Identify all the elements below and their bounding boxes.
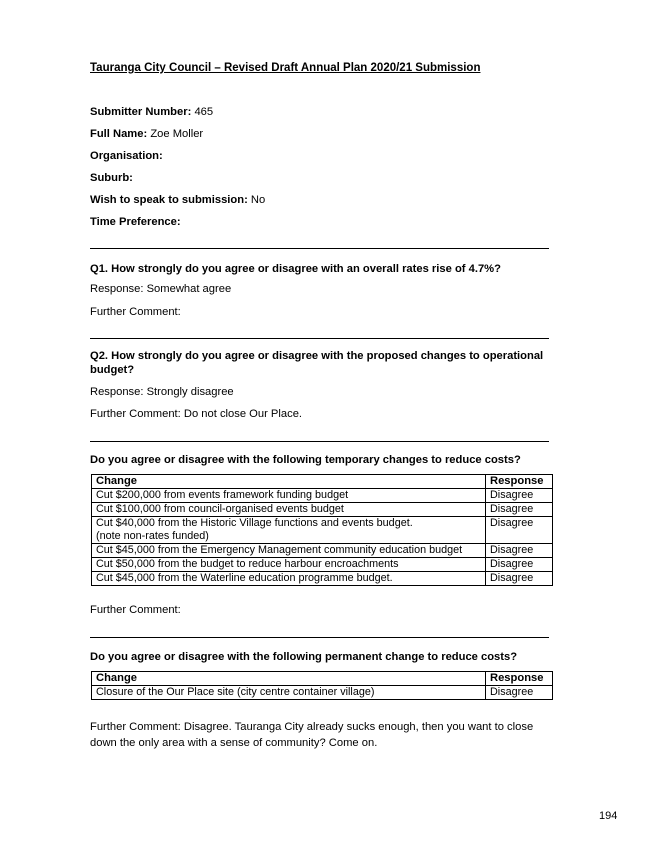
document-title: Tauranga City Council – Revised Draft Annual Plan 2020/21 Submission <box>90 62 481 74</box>
change-cell: Closure of the Our Place site (city centre container village) <box>92 686 486 700</box>
temporary-changes-table <box>91 474 553 586</box>
permanent-change-table <box>91 671 553 700</box>
change-cell: Cut $50,000 from the budget to reduce harbour encroachments <box>92 558 486 572</box>
field-label: Suburb: <box>90 172 133 184</box>
table-row <box>92 517 553 544</box>
permanent-question: Do you agree or disagree with the following permanent change to reduce costs? <box>90 651 518 663</box>
change-cell: Cut $45,000 from the Waterline education programme budget. <box>92 572 486 586</box>
q1-comment: Further Comment: <box>90 306 181 318</box>
field-value: No <box>250 194 266 206</box>
response-cell: Disagree <box>486 517 553 544</box>
field-full-name <box>90 128 203 140</box>
divider <box>90 248 549 249</box>
permanent-comment: Further Comment: Disagree. Tauranga City already sucks enough, then you want to close down the only area with a sense of community? Come on. <box>90 721 534 749</box>
response-cell: Disagree <box>486 686 553 700</box>
field-value: 465 <box>194 106 214 118</box>
change-cell <box>92 517 486 544</box>
table-row <box>92 558 553 572</box>
table-header-row <box>92 672 553 686</box>
field-label: Wish to speak to submission: <box>90 194 248 206</box>
q1-response: Response: Somewhat agree <box>90 283 232 295</box>
divider <box>90 441 549 442</box>
column-header-response: Response <box>486 672 553 686</box>
divider <box>90 637 549 638</box>
change-text: Cut $40,000 from the Historic Village functions and events budget. <box>96 517 413 529</box>
response-cell: Disagree <box>486 558 553 572</box>
q2-response: Response: Strongly disagree <box>90 386 234 398</box>
field-suburb <box>90 172 133 184</box>
field-submitter-number <box>90 106 213 118</box>
change-cell: Cut $200,000 from events framework funding budget <box>92 489 486 503</box>
column-header-change: Change <box>92 475 486 489</box>
table-row <box>92 489 553 503</box>
page-number: 194 <box>599 810 618 822</box>
change-cell: Cut $100,000 from council-organised events budget <box>92 503 486 517</box>
q2-comment: Further Comment: Do not close Our Place. <box>90 408 303 420</box>
field-time-preference <box>90 216 181 228</box>
q2-question: Q2. How strongly do you agree or disagree with the proposed changes to operational budget? <box>90 350 544 376</box>
temporary-comment: Further Comment: <box>90 604 181 616</box>
field-wish-to-speak <box>90 194 265 206</box>
table-row <box>92 572 553 586</box>
response-cell: Disagree <box>486 544 553 558</box>
field-label: Organisation: <box>90 150 163 162</box>
change-note: (note non-rates funded) <box>96 530 209 542</box>
field-value: Zoe Moller <box>150 128 204 140</box>
table-row <box>92 503 553 517</box>
q1-question: Q1. How strongly do you agree or disagree with an overall rates rise of 4.7%? <box>90 263 501 275</box>
temporary-question: Do you agree or disagree with the following temporary changes to reduce costs? <box>90 454 521 466</box>
field-label: Submitter Number: <box>90 106 192 118</box>
table-header-row <box>92 475 553 489</box>
response-cell: Disagree <box>486 489 553 503</box>
field-organisation <box>90 150 163 162</box>
response-cell: Disagree <box>486 503 553 517</box>
field-label: Full Name: <box>90 128 148 140</box>
table-row <box>92 686 553 700</box>
change-cell: Cut $45,000 from the Emergency Management community education budget <box>92 544 486 558</box>
column-header-response: Response <box>486 475 553 489</box>
response-cell: Disagree <box>486 572 553 586</box>
divider <box>90 338 549 339</box>
field-label: Time Preference: <box>90 216 181 228</box>
table-row <box>92 544 553 558</box>
column-header-change: Change <box>92 672 486 686</box>
